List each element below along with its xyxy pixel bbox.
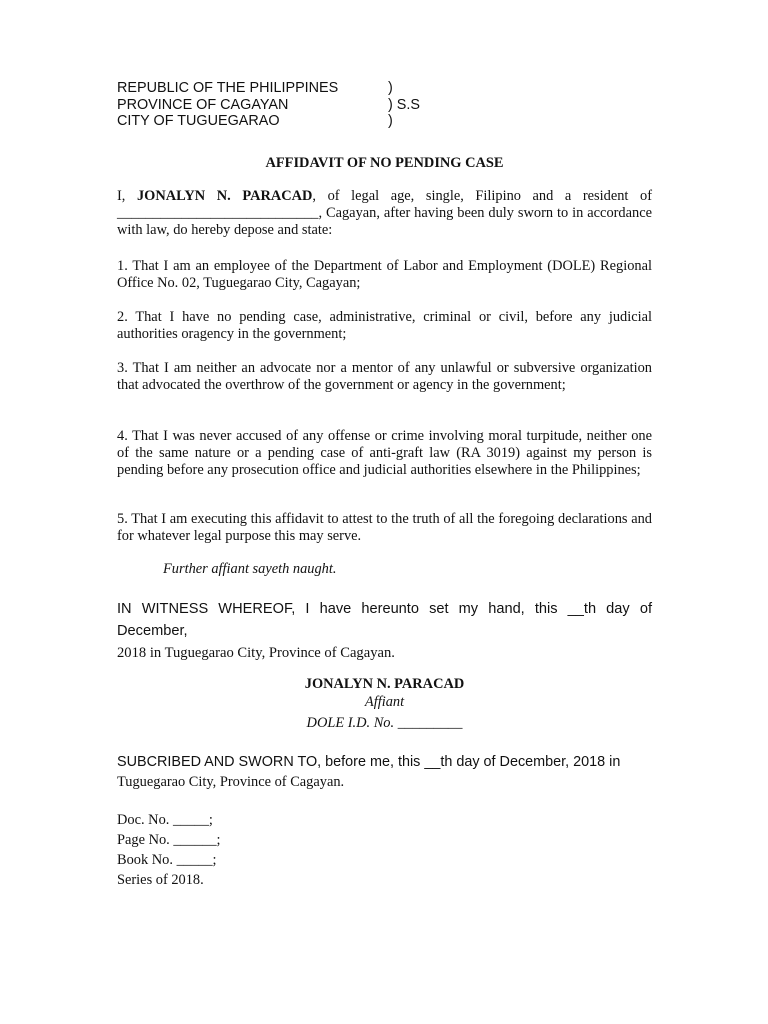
paragraph-5 [117,511,652,545]
notarial-register [117,810,221,890]
caption-bracket: ) [388,80,393,96]
caption-bracket: ) [388,113,393,129]
signature-name: JONALYN N. PARACAD [304,676,465,692]
document-title: AFFIDAVIT OF NO PENDING CASE [265,155,504,171]
affidavit-page [117,80,652,888]
paragraph-3-text: 3. That I am neither an advocate nor a mentor of any unlawful or subversive organization that advocated the overthrow of the government or agency in the government; [117,360,652,393]
page-number: Page No. ______; [117,832,221,848]
doc-number: Doc. No. _____; [117,812,213,828]
caption-republic: REPUBLIC OF THE PHILIPPINES [117,80,339,96]
caption-province: PROVINCE OF CAGAYAN [117,96,289,113]
paragraph-5-text: 5. That I am executing this affidavit to attest to the truth of all the foregoing declarations and for whatever legal purpose this may serve. [117,511,652,544]
paragraph-1 [117,258,652,292]
intro-text: , of legal age, single, Filipino and a resident of [312,188,652,204]
affiant-name: JONALYN N. PARACAD [136,188,313,204]
paragraph-4-text: 4. That I was never accused of any offense or crime involving moral turpitude, neither one of the same nature or a pending case of anti-graft law (RA 3019) against my person is pending before any prosecution office and judicial authorities elsewhere in the Philippines; [117,428,652,478]
witness-clause [117,598,652,664]
paragraph-2-text: 2. That I have no pending case, administrative, criminal or civil, before any judicial authorities oragency in the government; [117,309,652,342]
series-year: Series of 2018. [117,872,204,888]
witness-line-2: 2018 in Tuguegarao City, Province of Cagayan. [117,645,395,661]
caption-city: CITY OF TUGUEGARAO [117,113,280,129]
witness-line-1: IN WITNESS WHEREOF, I have hereunto set my hand, this __th day of December, [117,601,652,639]
paragraph-3 [117,360,652,394]
caption-block [117,80,652,130]
further-affiant-line: Further affiant sayeth naught. [163,561,337,577]
signature-id-line: DOLE I.D. No. _________ [306,715,463,731]
intro-text-continued: , Cagayan, after having been duly sworn to in accordance with law, do hereby depose and state: [117,205,652,238]
intro-prefix: I, [117,188,126,204]
residence-blank: ____________________________ [117,205,319,221]
caption-ss: ) S.S [388,96,420,113]
signature-role: Affiant [364,694,405,710]
jurat-line-2: Tuguegarao City, Province of Cagayan. [117,774,345,790]
jurat-line-1: SUBCRIBED AND SWORN TO, before me, this __th day of December, 2018 in [117,754,621,770]
paragraph-4 [117,428,652,479]
jurat-clause [117,752,652,792]
book-number: Book No. _____; [117,852,217,868]
intro-paragraph [117,188,652,239]
paragraph-2 [117,309,652,343]
paragraph-1-text: 1. That I am an employee of the Department of Labor and Employment (DOLE) Regional Office No. 02, Tuguegarao City, Cagayan; [117,258,652,291]
